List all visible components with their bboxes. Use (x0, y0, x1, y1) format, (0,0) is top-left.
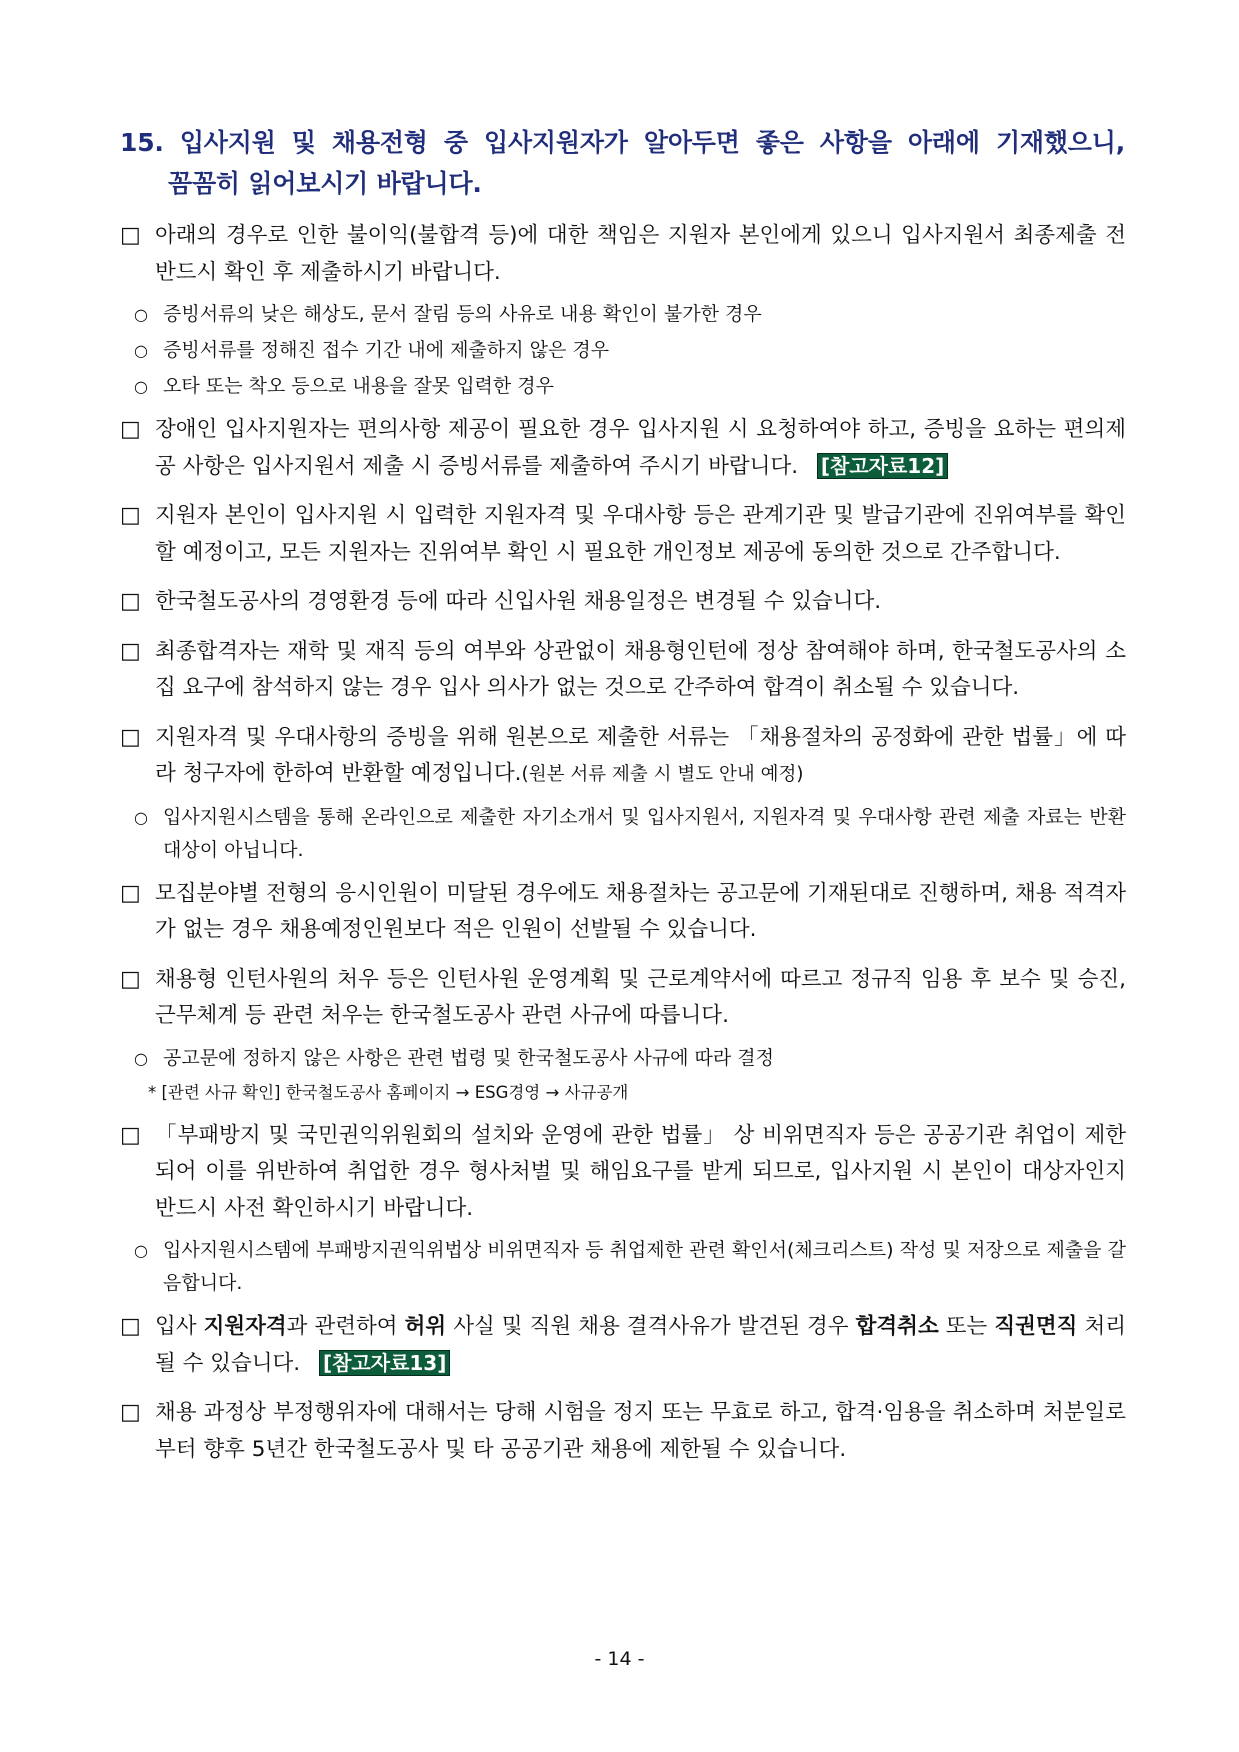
sub-item-text: 증빙서류의 낮은 해상도, 문서 잘림 등의 사유로 내용 확인이 불가한 경우 (163, 303, 762, 325)
emphasis-text: 합격취소 (855, 1314, 939, 1339)
heading-line-2: 꼼꼼히 읽어보시기 바랍니다. (168, 169, 482, 198)
notice-text: 지원자격 및 우대사항의 증빙을 위해 원본으로 제출한 서류는 「채용절차의 공정화에 관한 법률」에 따라 청구자에 한하여 반환할 예정입니다. (155, 724, 1126, 786)
sub-item-text: 증빙서류를 정해진 접수 기간 내에 제출하지 않은 경우 (163, 339, 610, 361)
reference-badge: [참고자료13] (319, 1350, 450, 1376)
notice-text-segment: 과 관련하여 (286, 1314, 405, 1339)
notice-item (120, 1118, 1126, 1228)
checkbox-bullet-icon: □ (120, 1122, 141, 1148)
emphasis-text: 지원자격 (203, 1314, 287, 1339)
sub-item-text: 공고문에 정하지 않은 사항은 관련 법령 및 한국철도공사 사규에 따라 결정 (163, 1046, 775, 1069)
notice-text-segment: 입사 (155, 1314, 204, 1339)
notice-item (120, 498, 1126, 571)
notice-text: 아래의 경우로 인한 불이익(불합격 등)에 대한 책임은 지원자 본인에게 있으니 입사지원서 최종제출 전 반드시 확인 후 제출하시기 바랍니다. (155, 223, 1126, 285)
checkbox-bullet-icon: □ (120, 724, 141, 750)
circle-bullet-icon: ○ (134, 377, 148, 396)
sub-item-text: 오타 또는 착오 등으로 내용을 잘못 입력한 경우 (163, 375, 555, 397)
notice-text-segment: 또는 (938, 1314, 995, 1339)
checkbox-bullet-icon: □ (120, 589, 141, 614)
checkbox-bullet-icon: □ (120, 880, 141, 906)
notice-item (120, 1395, 1126, 1468)
notice-item (120, 876, 1126, 949)
circle-bullet-icon: ○ (134, 1241, 148, 1260)
heading-line-1: 15. 입사지원 및 채용전형 중 입사지원자가 알아두면 좋은 사항을 아래에 기재했으니, (120, 128, 1125, 157)
page-number: - 14 - (594, 1648, 645, 1670)
sub-item (120, 370, 1126, 403)
sub-item (120, 1042, 1126, 1075)
notice-text-segment: 처리될 수 있습니다. (155, 1314, 1127, 1376)
notice-item (120, 720, 1126, 794)
section-heading (120, 122, 1125, 204)
notice-text: 지원자 본인이 입사지원 시 입력한 지원자격 및 우대사항 등은 관계기관 및 발급기관에 진위여부를 확인할 예정이고, 모든 지원자는 진위여부 확인 시 필요한 개인정보 제공에 동의한 것으로 간주합니다. (155, 503, 1126, 565)
sub-item (120, 1234, 1126, 1300)
notice-parenthetical: (원본 서류 제출 시 별도 안내 예정) (521, 764, 804, 785)
emphasis-text: 허위 (404, 1314, 447, 1339)
checkbox-bullet-icon: □ (120, 223, 141, 248)
notice-item (120, 218, 1126, 291)
notice-text: 채용 과정상 부정행위자에 대해서는 당해 시험을 정지 또는 무효로 하고, 합격·임용을 취소하며 처분일로부터 향후 5년간 한국철도공사 및 타 공공기관 채용에 제한될 수 있습니다. (155, 1400, 1126, 1462)
notice-text: 한국철도공사의 경영환경 등에 따라 신입사원 채용일정은 변경될 수 있습니다. (155, 589, 882, 614)
notice-text-segment: 사실 및 직원 채용 결격사유가 발견된 경우 (446, 1314, 856, 1339)
circle-bullet-icon: ○ (134, 1048, 148, 1068)
notice-text: 「부패방지 및 국민권익위원회의 설치와 운영에 관한 법률」 상 비위면직자 등은 공공기관 취업이 제한되어 이를 위반하여 취업한 경우 형사처벌 및 해임요구를 받게 되므로, 입사지원 시 본인이 대상자인지 반드시 사전 확인하시기 바랍니다. (155, 1122, 1126, 1221)
notice-item (120, 412, 1126, 485)
notice-text: 장애인 입사지원자는 편의사항 제공이 필요한 경우 입사지원 시 요청하여야 하고, 증빙을 요하는 편의제공 사항은 입사지원서 제출 시 증빙서류를 제출하여 주시기 바랍니다. (155, 417, 1126, 479)
circle-bullet-icon: ○ (134, 305, 148, 324)
notice-item (120, 584, 1126, 621)
circle-bullet-icon: ○ (134, 341, 148, 360)
footnote: * [관련 사규 확인] 한국철도공사 홈페이지 → ESG경영 → 사규공개 (148, 1082, 629, 1102)
checkbox-bullet-icon: □ (120, 1400, 141, 1425)
notice-item (120, 1309, 1126, 1382)
notice-text: 채용형 인턴사원의 처우 등은 인턴사원 운영계획 및 근로계약서에 따르고 정규직 임용 후 보수 및 승진, 근무체계 등 관련 처우는 한국철도공사 관련 사규에 따릅니다. (155, 966, 1126, 1028)
sub-item-text: 입사지원시스템에 부패방지권익위법상 비위면직자 등 취업제한 관련 확인서(체크리스트) 작성 및 저장으로 제출을 갈음합니다. (163, 1239, 1126, 1294)
checkbox-bullet-icon: □ (120, 417, 141, 442)
circle-bullet-icon: ○ (134, 807, 148, 827)
checkbox-bullet-icon: □ (120, 503, 141, 528)
sub-item-text: 입사지원시스템을 통해 온라인으로 제출한 자기소개서 및 입사지원서, 지원자격 및 우대사항 관련 제출 자료는 반환 대상이 아닙니다. (163, 805, 1126, 861)
notice-item (120, 962, 1126, 1035)
notice-item (120, 634, 1126, 707)
sub-item (120, 298, 1126, 331)
checkbox-bullet-icon: □ (120, 638, 141, 664)
sub-item (120, 801, 1126, 867)
reference-badge: [참고자료12] (817, 453, 948, 479)
checkbox-bullet-icon: □ (120, 1314, 141, 1339)
notice-text: 모집분야별 전형의 응시인원이 미달된 경우에도 채용절차는 공고문에 기재된대로 진행하며, 채용 적격자가 없는 경우 채용예정인원보다 적은 인원이 선발될 수 있습니다. (155, 880, 1126, 942)
notice-list (120, 218, 1126, 1481)
notice-text: 최종합격자는 재학 및 재직 등의 여부와 상관없이 채용형인턴에 정상 참여해야 하며, 한국철도공사의 소집 요구에 참석하지 않는 경우 입사 의사가 없는 것으로 간주하여 합격이 취소될 수 있습니다. (155, 638, 1126, 700)
checkbox-bullet-icon: □ (120, 966, 141, 992)
emphasis-text: 직권면직 (994, 1314, 1078, 1339)
sub-item (120, 334, 1126, 367)
